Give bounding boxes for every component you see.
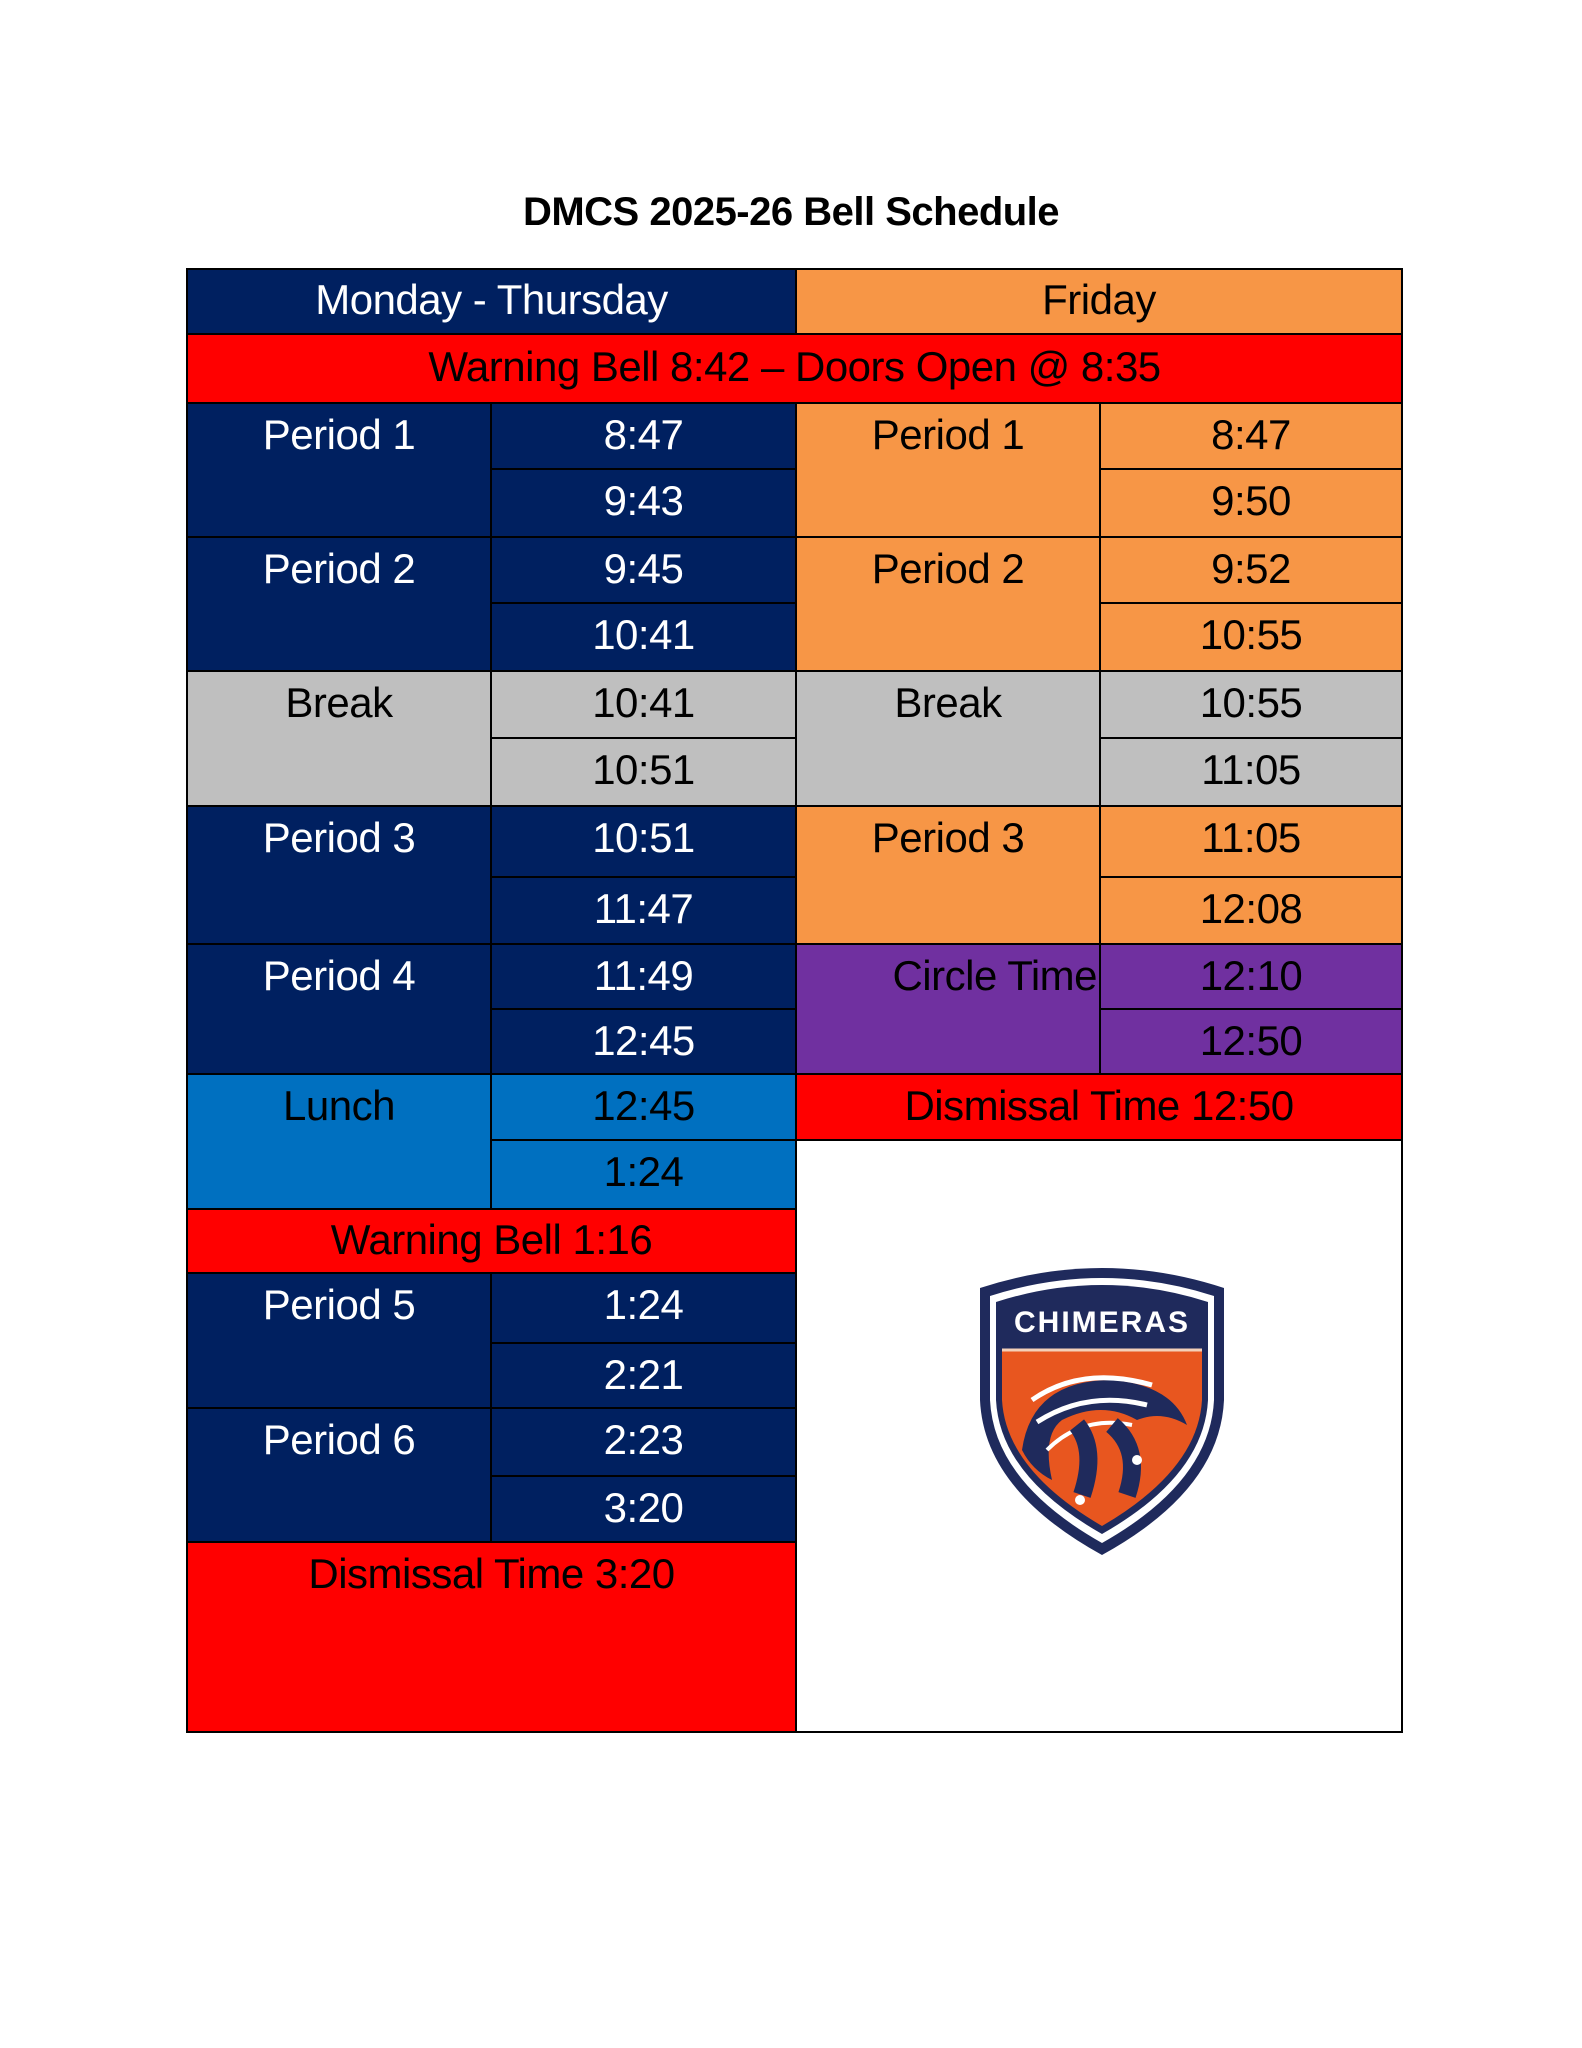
fri-period1-label: Period 1 (795, 402, 1101, 538)
mt-period6-end: 3:20 (490, 1475, 797, 1543)
fri-period2-start: 9:52 (1099, 536, 1403, 604)
mt-period5-end: 2:21 (490, 1342, 797, 1409)
fri-circle-time-start: 12:10 (1099, 943, 1403, 1010)
fri-break-start: 10:55 (1099, 670, 1403, 739)
fri-period1-start: 8:47 (1099, 402, 1403, 470)
mt-period6-label: Period 6 (186, 1407, 492, 1543)
fri-dismissal: Dismissal Time 12:50 (795, 1073, 1403, 1141)
fri-period1-end: 9:50 (1099, 468, 1403, 538)
mt-lunch-end: 1:24 (490, 1139, 797, 1210)
fri-period2-label: Period 2 (795, 536, 1101, 672)
mt-period2-label: Period 2 (186, 536, 492, 672)
mt-period6-start: 2:23 (490, 1407, 797, 1477)
mt-break-start: 10:41 (490, 670, 797, 739)
page-title: DMCS 2025-26 Bell Schedule (522, 190, 1060, 234)
fri-circle-time-label: Circle Time (795, 943, 1101, 1075)
mt-lunch-start: 12:45 (490, 1073, 797, 1141)
morning-warning-banner: Warning Bell 8:42 – Doors Open @ 8:35 (186, 333, 1403, 404)
logo-text: CHIMERAS (1013, 1306, 1191, 1339)
mt-period4-label: Period 4 (186, 943, 492, 1075)
mt-period4-end: 12:45 (490, 1008, 797, 1075)
header-mon-thu: Monday - Thursday (186, 268, 797, 335)
mt-lunch-label: Lunch (186, 1073, 492, 1210)
mt-period4-start: 11:49 (490, 943, 797, 1010)
fri-period3-end: 12:08 (1099, 876, 1403, 945)
mt-period2-start: 9:45 (490, 536, 797, 604)
mt-break-label: Break (186, 670, 492, 807)
mt-afternoon-warning-bell: Warning Bell 1:16 (186, 1208, 797, 1274)
chimeras-shield-logo-icon (962, 1250, 1242, 1560)
mt-dismissal: Dismissal Time 3:20 (186, 1541, 797, 1733)
mt-period5-start: 1:24 (490, 1272, 797, 1344)
fri-period3-label: Period 3 (795, 805, 1101, 945)
mt-break-end: 10:51 (490, 737, 797, 807)
mt-period3-start: 10:51 (490, 805, 797, 878)
fri-circle-time-end: 12:50 (1099, 1008, 1403, 1075)
mt-period3-label: Period 3 (186, 805, 492, 945)
mt-period1-start: 8:47 (490, 402, 797, 470)
fri-period2-end: 10:55 (1099, 602, 1403, 672)
mt-period1-end: 9:43 (490, 468, 797, 538)
fri-break-end: 11:05 (1099, 737, 1403, 807)
mt-period2-end: 10:41 (490, 602, 797, 672)
mt-period1-label: Period 1 (186, 402, 492, 538)
mt-period5-label: Period 5 (186, 1272, 492, 1409)
mt-period3-end: 11:47 (490, 876, 797, 945)
fri-period3-start: 11:05 (1099, 805, 1403, 878)
header-friday: Friday (795, 268, 1403, 335)
fri-break-label: Break (795, 670, 1101, 807)
